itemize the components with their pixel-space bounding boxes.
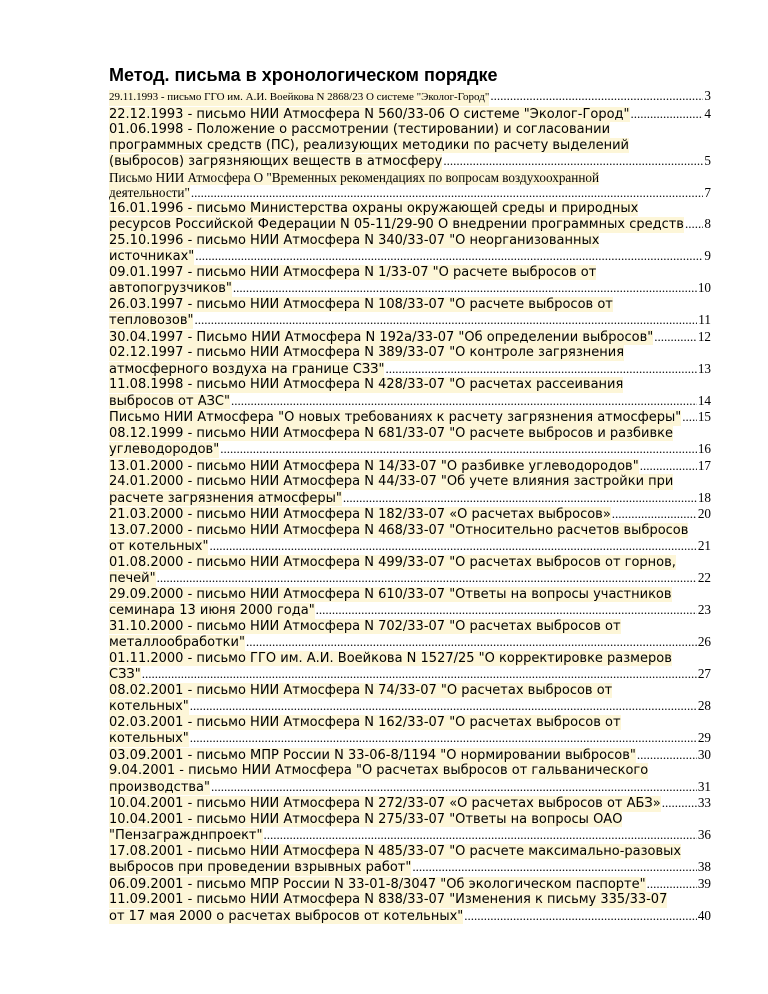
- toc-entry-line: [109, 523, 711, 539]
- toc-leader-dots: [191, 185, 704, 201]
- toc-entry[interactable]: [109, 106, 711, 123]
- toc-entry-text: 02.12.1997 - письмо НИИ Атмосфера N 389/33-07 "О контроле загрязнения: [109, 345, 625, 360]
- toc-entry-line: [109, 201, 711, 217]
- toc-page-number: 7: [704, 185, 711, 200]
- toc-page-number: 16: [697, 441, 711, 456]
- toc-page-number: 20: [697, 506, 711, 521]
- toc-entry[interactable]: [109, 619, 711, 651]
- toc-entry-text: 10.04.2001 - письмо НИИ Атмосфера N 275/33-07 "Ответы на вопросы ОАО: [109, 811, 623, 827]
- toc-entry-line: [109, 683, 711, 699]
- toc-entry-text: 31.10.2000 - письмо НИИ Атмосфера N 702/33-07 "О расчетах выбросов от: [109, 618, 621, 634]
- toc-page-number: 17: [697, 457, 711, 473]
- toc-entry-line: [109, 233, 711, 249]
- toc-entry-text: программных средств (ПС), реализующих методики по расчету выделений: [109, 137, 630, 153]
- toc-entry[interactable]: [109, 651, 711, 683]
- toc-entry-last-line: [109, 570, 711, 587]
- toc-entry[interactable]: [109, 201, 711, 233]
- toc-entry-last-line: [109, 490, 711, 507]
- toc-leader-dots: [211, 779, 697, 795]
- toc-title: Метод. письма в хронологическом порядке: [109, 65, 498, 85]
- toc-leader-dots: [194, 312, 697, 328]
- toc-page-number: 27: [697, 666, 711, 681]
- toc-leader-dots: [142, 666, 697, 682]
- toc-entry-text: 09.01.1997 - письмо НИИ Атмосфера N 1/33-07 "О расчете выбросов от: [109, 264, 597, 280]
- toc-entry-text: 01.11.2000 - письмо ГГО им. А.И. Воейкова N 1527/25 "О корректировке размеров: [109, 650, 672, 666]
- toc-entry-text: Письмо НИИ Атмосфера "О новых требованиях к расчету загрязнения атмосферы": [109, 410, 682, 425]
- toc-entry-line: [109, 892, 711, 908]
- toc-entry-text: 11.09.2001 - письмо НИИ Атмосфера N 838/33-07 "Изменения к письму 335/33-07: [109, 892, 668, 907]
- toc-entry-text: 08.02.2001 - письмо НИИ Атмосфера N 74/33-07 "О расчетах выбросов от: [109, 682, 613, 698]
- toc-entry-text: автопогрузчиков": [109, 281, 232, 296]
- toc-entry-last-line: [109, 747, 711, 764]
- toc-page-number: 5: [704, 153, 711, 168]
- toc-entry-text: 24.01.2000 - письмо НИИ Атмосфера N 44/33-07 "Об учете влияния застройки при: [109, 474, 674, 489]
- toc-entry-last-line: [109, 602, 711, 619]
- toc-entry-last-line: [109, 280, 711, 297]
- toc-entry[interactable]: [109, 170, 711, 201]
- toc-page-number: 23: [697, 602, 711, 617]
- toc-leader-dots: [631, 106, 704, 122]
- toc-leader-dots: [157, 570, 697, 586]
- toc-entry-line: [109, 297, 711, 313]
- toc-leader-dots: [612, 506, 697, 522]
- toc-entry[interactable]: [109, 265, 711, 297]
- toc-entry-last-line: [109, 859, 711, 876]
- toc-entry[interactable]: [109, 587, 711, 619]
- toc-entry-text: 22.12.1993 - письмо НИИ Атмосфера N 560/33-06 О системе "Эколог-Город": [109, 106, 630, 122]
- toc-entry-line: [109, 474, 711, 490]
- toc-entry-text: 03.09.2001 - письмо МПР России N 33-06-8/1194 "О нормировании выбросов": [109, 747, 636, 763]
- toc-entry-text: 01.06.1998 - Положение о рассмотрении (тестировании) и согласовании: [109, 122, 611, 137]
- toc-entry-text: 13.01.2000 - письмо НИИ Атмосфера N 14/33-07 "О разбивке углеводородов": [109, 458, 639, 474]
- toc-entry[interactable]: [109, 892, 711, 924]
- toc-entry-last-line: [109, 88, 711, 106]
- toc-entry-last-line: [109, 329, 711, 346]
- toc-entry-last-line: [109, 666, 711, 683]
- toc-entry-last-line: [109, 908, 711, 925]
- toc-entry-text: 21.03.2000 - письмо НИИ Атмосфера N 182/33-07 «О расчетах выбросов»: [109, 507, 611, 522]
- toc-leader-dots: [190, 730, 697, 746]
- toc-entry-text: семинара 13 июня 2000 года": [109, 603, 315, 618]
- toc-entry-text: Письмо НИИ Атмосфера О "Временных рекомендациях по вопросам воздухоохранной: [109, 169, 600, 185]
- toc-entry-text: котельных": [109, 699, 189, 714]
- toc-entry-text: источниках": [109, 249, 195, 264]
- toc-entry-last-line: [109, 779, 711, 796]
- toc-entry[interactable]: [109, 122, 711, 170]
- toc-page-number: 12: [697, 328, 711, 344]
- toc-leader-dots: [264, 827, 697, 843]
- toc-entry-last-line: [109, 538, 711, 555]
- toc-entry-line: [109, 587, 711, 603]
- toc-entry-text: котельных": [109, 731, 189, 746]
- toc-leader-dots: [637, 747, 697, 763]
- toc-entry[interactable]: [109, 297, 711, 329]
- toc-entry-text: "Пензагражднпроект": [109, 828, 263, 843]
- toc-page-number: 4: [704, 105, 711, 121]
- toc-leader-dots: [195, 248, 703, 264]
- toc-leader-dots: [640, 458, 697, 474]
- toc-entry-last-line: [109, 506, 711, 523]
- toc-entry[interactable]: [109, 426, 711, 458]
- toc-entry-text: 06.09.2001 - письмо МПР России N 33-01-8/3047 "Об экологическом паспорте": [109, 876, 646, 892]
- toc-entry-last-line: [109, 441, 711, 458]
- toc-page-number: 36: [697, 827, 711, 842]
- toc-entry[interactable]: [109, 812, 711, 844]
- toc-entry-text: 29.09.2000 - письмо НИИ Атмосфера N 610/33-07 "Ответы на вопросы участников: [109, 586, 672, 602]
- toc-leader-dots: [443, 153, 703, 169]
- toc-entry-line: [109, 377, 711, 393]
- toc-entry-last-line: [109, 827, 711, 844]
- toc-entry[interactable]: [109, 506, 711, 523]
- toc-entry-text: 30.04.1997 - Письмо НИИ Атмосфера N 192а/33-07 "Об определении выбросов": [109, 329, 654, 345]
- toc-page-number: 15: [697, 409, 711, 424]
- toc-entry-line: [109, 812, 711, 828]
- toc-page: [109, 64, 711, 924]
- toc-entry-text: 13.07.2000 - письмо НИИ Атмосфера N 468/33-07 "Относительно расчетов выбросов: [109, 522, 689, 538]
- toc-entry-text: расчете загрязнения атмосферы": [109, 490, 342, 506]
- toc-entry-line: [109, 170, 711, 186]
- toc-entry-last-line: [109, 393, 711, 410]
- toc-page-number: 33: [697, 795, 711, 810]
- toc-entry[interactable]: [109, 88, 711, 106]
- toc-entry-text: деятельности": [109, 185, 190, 200]
- toc-entry[interactable]: [109, 474, 711, 506]
- toc-entry-text: от котельных": [109, 539, 209, 554]
- toc-entry-text: тепловозов": [109, 313, 194, 328]
- toc-page-number: 31: [697, 778, 711, 794]
- toc-leader-dots: [412, 859, 696, 875]
- toc-entry-last-line: [109, 458, 711, 475]
- toc-entry-text: углеводородов": [109, 442, 220, 457]
- toc-entry[interactable]: [109, 329, 711, 346]
- toc-leader-dots: [246, 634, 697, 650]
- toc-entry-last-line: [109, 876, 711, 893]
- toc-page-number: 14: [697, 392, 711, 408]
- toc-entry-text: атмосферного воздуха на границе СЗЗ": [109, 361, 385, 377]
- toc-entry-text: 26.03.1997 - письмо НИИ Атмосфера N 108/33-07 "О расчете выбросов от: [109, 296, 613, 312]
- toc-entry-text: металлообработки": [109, 635, 245, 650]
- toc-page-number: 38: [697, 859, 711, 874]
- toc-page-number: 11: [698, 312, 711, 327]
- toc-entry-line: [109, 345, 711, 361]
- toc-entry-text: 11.08.1998 - письмо НИИ Атмосфера N 428/33-07 "О расчетах рассеивания: [109, 377, 624, 392]
- toc-entry[interactable]: [109, 715, 711, 747]
- toc-page-number: 39: [697, 875, 711, 891]
- toc-entry-line: [109, 265, 711, 281]
- toc-entry[interactable]: [109, 523, 711, 555]
- toc-entry-last-line: [109, 361, 711, 378]
- toc-entry[interactable]: [109, 555, 711, 587]
- toc-entry-line: [109, 122, 711, 138]
- toc-page-number: 28: [697, 698, 711, 713]
- toc-page-number: 10: [697, 280, 711, 295]
- toc-page-number: 9: [704, 248, 711, 263]
- toc-leader-dots: [647, 876, 697, 892]
- toc-page-number: 18: [697, 489, 711, 505]
- toc-leader-dots: [490, 88, 703, 104]
- toc-entry-text: 9.04.2001 - письмо НИИ Атмосфера "О расчетах выбросов от гальванического: [109, 763, 649, 778]
- toc-entry-line: [109, 426, 711, 442]
- toc-entry-text: 25.10.1996 - письмо НИИ Атмосфера N 340/33-07 "О неорганизованных: [109, 232, 600, 248]
- toc-leader-dots: [685, 216, 703, 232]
- toc-leader-dots: [316, 602, 697, 618]
- toc-entry-line: [109, 763, 711, 779]
- toc-entry[interactable]: [109, 747, 711, 764]
- toc-entry-text: 08.12.1999 - письмо НИИ Атмосфера N 681/33-07 "О расчете выбросов и разбивке: [109, 425, 674, 441]
- toc-entry-last-line: [109, 248, 711, 265]
- toc-leader-dots: [464, 908, 697, 924]
- toc-entry-last-line: [109, 185, 711, 201]
- toc-entry-text: от 17 мая 2000 о расчетах выбросов от котельных": [109, 908, 464, 924]
- toc-entry-text: 16.01.1996 - письмо Министерства охраны окружающей среды и природных: [109, 200, 639, 216]
- toc-entry-text: выбросов при проведении взрывных работ": [109, 860, 412, 875]
- toc-page-number: 3: [704, 88, 711, 103]
- toc-leader-dots: [343, 490, 697, 506]
- toc-leader-dots: [209, 538, 696, 554]
- toc-entry-text: 17.08.2001 - письмо НИИ Атмосфера N 485/33-07 "О расчете максимально-разовых: [109, 843, 682, 859]
- toc-page-number: 21: [697, 538, 711, 553]
- toc-page-number: 40: [697, 907, 711, 923]
- toc-entry-line: [109, 619, 711, 635]
- toc-leader-dots: [220, 441, 697, 457]
- toc-page-number: 26: [697, 634, 711, 649]
- toc-entry-text: выбросов от АЗС": [109, 393, 230, 409]
- toc-leader-dots: [385, 361, 696, 377]
- toc-entry-text: 10.04.2001 - письмо НИИ Атмосфера N 272/33-07 «О расчетах выбросов от АБЗ»: [109, 796, 661, 811]
- toc-entry-line: [109, 138, 711, 154]
- toc-page-number: 30: [697, 746, 711, 762]
- toc-page-number: 22: [697, 570, 711, 585]
- toc-entry-text: печей": [109, 571, 156, 586]
- toc-entry[interactable]: [109, 377, 711, 409]
- toc-entry-line: [109, 651, 711, 667]
- toc-entry-text: 01.08.2000 - письмо НИИ Атмосфера N 499/33-07 "О расчетах выбросов от горнов,: [109, 554, 676, 570]
- toc-entry-last-line: [109, 216, 711, 233]
- toc-entry-text: 02.03.2001 - письмо НИИ Атмосфера N 162/33-07 "О расчетах выбросов от: [109, 714, 621, 730]
- toc-entry[interactable]: [109, 795, 711, 812]
- toc-leader-dots: [231, 393, 697, 409]
- toc-leader-dots: [654, 329, 697, 345]
- toc-entry[interactable]: [109, 409, 711, 426]
- toc-entry[interactable]: [109, 683, 711, 715]
- toc-entry-line: [109, 715, 711, 731]
- toc-entry-text: (выбросов) загрязняющих веществ в атмосферу: [109, 154, 443, 169]
- toc-page-number: 8: [704, 216, 711, 231]
- toc-entry-line: [109, 555, 711, 571]
- toc-entry[interactable]: [109, 345, 711, 377]
- toc-leader-dots: [233, 280, 697, 296]
- toc-entry[interactable]: [109, 876, 711, 893]
- toc-entry-last-line: [109, 153, 711, 170]
- toc-entry[interactable]: [109, 763, 711, 795]
- toc-entry-text: СЗЗ": [109, 667, 141, 682]
- toc-entry[interactable]: [109, 458, 711, 475]
- toc-entry-last-line: [109, 795, 711, 812]
- toc-entry-text: ресурсов Российской Федерации N 05-11/29-90 О внедрении программных средств: [109, 217, 684, 232]
- toc-list: [109, 88, 711, 924]
- toc-page-number: 13: [697, 360, 711, 376]
- toc-leader-dots: [682, 409, 697, 425]
- toc-leader-dots: [190, 698, 697, 714]
- toc-leader-dots: [662, 795, 697, 811]
- toc-entry-last-line: [109, 634, 711, 651]
- toc-entry[interactable]: [109, 844, 711, 876]
- toc-entry-line: [109, 844, 711, 860]
- toc-entry-last-line: [109, 730, 711, 747]
- toc-entry-last-line: [109, 312, 711, 329]
- toc-entry-last-line: [109, 409, 711, 426]
- toc-entry[interactable]: [109, 233, 711, 265]
- toc-page-number: 29: [697, 730, 711, 745]
- toc-entry-text: производства": [109, 779, 210, 795]
- toc-entry-last-line: [109, 106, 711, 123]
- toc-entry-last-line: [109, 698, 711, 715]
- toc-entry-text: 29.11.1993 - письмо ГГО им. А.И. Воейкова N 2868/23 О системе "Эколог-Город": [109, 90, 489, 106]
